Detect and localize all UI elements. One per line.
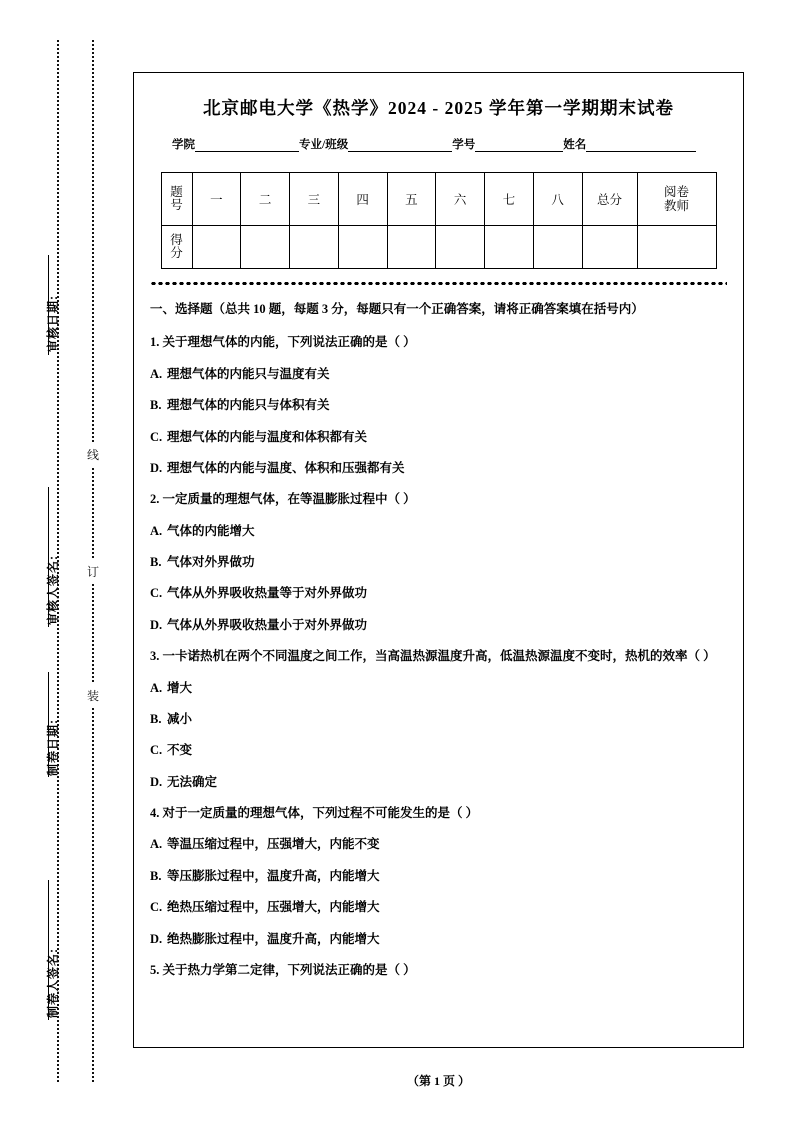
binding-margin — [0, 0, 125, 1122]
option-key: B. — [150, 868, 162, 883]
option-key: C. — [150, 900, 163, 915]
question-3-option-c[interactable] — [150, 741, 727, 760]
table-row-scores — [161, 226, 716, 269]
field-student-id — [452, 136, 563, 152]
page-number-marker: （第 1 页 ） — [406, 1074, 470, 1088]
student-id-input[interactable] — [475, 139, 563, 152]
option-key: A. — [150, 680, 163, 695]
option-key: C. — [150, 586, 163, 601]
option-key: B. — [150, 555, 162, 569]
option-text: 绝热膨胀过程中，温度升高，内能增大 — [167, 931, 380, 946]
row-label-question-number — [161, 173, 192, 226]
question-1-option-a[interactable] — [150, 365, 727, 384]
option-key: B. — [150, 398, 162, 413]
seal-label-reviewer-signature: 审核人签名: — [46, 555, 60, 625]
option-text: 理想气体的内能与温度、体积和压强都有关 — [167, 460, 405, 475]
question-2-option-a[interactable] — [150, 522, 727, 541]
option-key: C. — [150, 743, 163, 758]
question-stem-1: 1. 关于理想气体的内能，下列说法正确的是（ ） — [150, 335, 416, 350]
question-2-option-d[interactable] — [150, 616, 727, 635]
option-key: B. — [150, 711, 162, 726]
student-id-label: 学号 — [452, 139, 476, 151]
fold-char-bind: 订 — [85, 560, 101, 583]
question-3-option-b[interactable] — [150, 710, 727, 729]
column-header-grader — [637, 173, 716, 226]
column-header-6: 六 — [436, 173, 485, 226]
column-header-3: 三 — [290, 173, 339, 226]
section-separator — [150, 281, 727, 286]
question-4-option-a[interactable] — [150, 835, 727, 854]
option-text: 理想气体的内能与温度和体积都有关 — [167, 429, 368, 444]
score-cell-total[interactable] — [582, 226, 637, 269]
exam-paper-sheet — [133, 72, 744, 1048]
option-text: 气体从外界吸收热量等于对外界做功 — [167, 586, 368, 601]
score-cell-2[interactable] — [241, 226, 290, 269]
question-3-option-a[interactable] — [150, 679, 727, 698]
option-text: 等压膨胀过程中，温度升高，内能增大 — [167, 868, 380, 883]
option-text: 理想气体的内能只与体积有关 — [167, 398, 330, 413]
seal-label-author-signature: 制卷人签名: — [46, 948, 60, 1018]
field-name — [563, 136, 696, 152]
question-4-option-d[interactable] — [150, 930, 727, 949]
field-major — [299, 136, 452, 152]
question-1-option-b[interactable] — [150, 396, 727, 415]
column-header-2: 二 — [241, 173, 290, 226]
question-2-option-b[interactable] — [150, 553, 727, 572]
option-text: 气体对外界做功 — [167, 555, 255, 569]
column-header-5: 五 — [387, 173, 436, 226]
student-identity-row — [172, 136, 727, 152]
column-header-1: 一 — [192, 173, 241, 226]
option-text: 不变 — [167, 743, 193, 758]
row-label-char-2: 号 — [170, 198, 183, 212]
option-key: D. — [150, 617, 163, 632]
question-1-option-c[interactable] — [150, 428, 727, 447]
option-text: 绝热压缩过程中，压强增大，内能增大 — [167, 900, 380, 915]
grader-cell[interactable] — [637, 226, 716, 269]
major-input[interactable] — [348, 139, 452, 152]
question-2-option-c[interactable] — [150, 584, 727, 603]
question-1-option-d[interactable] — [150, 459, 727, 478]
question-stem-3: 3. 一卡诺热机在两个不同温度之间工作，当高温热源温度升高，低温热源温度不变时，热机的效率（ ） — [150, 649, 716, 664]
option-key: A. — [150, 366, 163, 381]
option-text: 气体的内能增大 — [167, 523, 255, 538]
score-label-char-1: 得 — [170, 232, 183, 247]
name-label: 姓名 — [563, 139, 587, 151]
score-cell-8[interactable] — [533, 226, 582, 269]
score-label-char-2: 分 — [170, 246, 183, 260]
college-input[interactable] — [195, 139, 299, 152]
option-text: 增大 — [167, 680, 193, 695]
option-text: 等温压缩过程中，压强增大，内能不变 — [167, 837, 380, 852]
option-key: D. — [150, 774, 163, 789]
fold-char-seal: 装 — [85, 684, 101, 707]
score-cell-6[interactable] — [436, 226, 485, 269]
question-3-option-d[interactable] — [150, 773, 727, 792]
option-text: 无法确定 — [167, 774, 218, 789]
option-key: A. — [150, 523, 163, 538]
score-cell-5[interactable] — [387, 226, 436, 269]
question-stem-4: 4. 对于一定质量的理想气体，下列过程不可能发生的是（ ） — [150, 806, 479, 820]
score-cell-1[interactable] — [192, 226, 241, 269]
college-label: 学院 — [172, 139, 195, 151]
major-label: 专业/班级 — [299, 139, 349, 151]
score-cell-3[interactable] — [290, 226, 339, 269]
exam-body — [150, 300, 727, 980]
grader-label-char-1: 阅卷 — [663, 184, 689, 199]
question-4-option-c[interactable] — [150, 898, 727, 917]
fold-char-line: 线 — [85, 443, 101, 466]
seal-label-review-date: 审核日期: — [46, 295, 60, 352]
option-key: D. — [150, 460, 163, 475]
question-stem-2: 2. 一定质量的理想气体，在等温膨胀过程中（ ） — [150, 492, 416, 507]
score-table — [161, 172, 717, 269]
score-cell-4[interactable] — [338, 226, 387, 269]
field-college — [172, 136, 299, 152]
row-label-score — [161, 226, 192, 269]
name-input[interactable] — [586, 139, 696, 152]
option-text: 气体从外界吸收热量小于对外界做功 — [167, 617, 368, 632]
section-heading-multiple-choice: 一、选择题（总共 10 题，每题 3 分，每题只有一个正确答案，请将正确答案填在括号内） — [150, 302, 644, 316]
page-title: 北京邮电大学《热学》2024 - 2025 学年第一学期期末试卷 — [203, 98, 674, 118]
binding-dotted-rule-inner — [57, 40, 59, 1082]
grader-label-char-2: 教师 — [663, 199, 689, 213]
option-key: A. — [150, 837, 163, 852]
option-text: 理想气体的内能只与温度有关 — [167, 366, 330, 381]
seal-label-paper-date: 制卷日期: — [46, 719, 60, 776]
row-label-char-1: 题 — [170, 184, 183, 199]
column-header-7: 七 — [485, 173, 534, 226]
question-4-option-b[interactable] — [150, 867, 727, 886]
option-key: D. — [150, 931, 163, 946]
option-text: 减小 — [167, 711, 193, 726]
question-stem-5: 5. 关于热力学第二定律，下列说法正确的是（ ） — [150, 962, 416, 977]
score-cell-7[interactable] — [485, 226, 534, 269]
table-row-question-numbers — [161, 173, 716, 226]
column-header-4: 四 — [338, 173, 387, 226]
option-key: C. — [150, 429, 163, 444]
column-header-8: 八 — [533, 173, 582, 226]
column-header-total: 总分 — [582, 173, 637, 226]
page-footer — [133, 1072, 744, 1089]
